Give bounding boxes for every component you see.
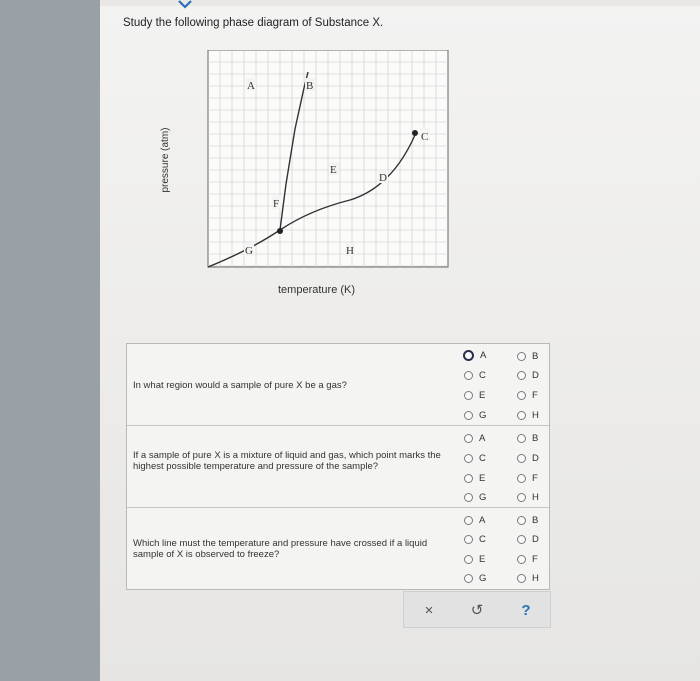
option-e[interactable] bbox=[464, 473, 485, 484]
label-g: G bbox=[245, 245, 253, 257]
question-text: In what region would a sample of pure X be a gas? bbox=[133, 380, 347, 391]
option-label: A bbox=[479, 433, 486, 444]
radio-button[interactable] bbox=[517, 555, 526, 564]
option-label: F bbox=[532, 554, 538, 565]
option-d[interactable] bbox=[517, 370, 539, 381]
option-a[interactable] bbox=[464, 433, 485, 444]
option-label: E bbox=[479, 390, 486, 401]
label-d: D bbox=[379, 172, 387, 184]
radio-button[interactable] bbox=[464, 371, 473, 380]
label-h: H bbox=[346, 245, 354, 257]
option-label: G bbox=[479, 573, 487, 584]
y-axis-label: pressure (atm) bbox=[160, 127, 171, 193]
option-g[interactable] bbox=[464, 573, 486, 584]
option-label: F bbox=[532, 390, 538, 401]
option-c[interactable] bbox=[464, 453, 486, 464]
option-h[interactable] bbox=[517, 492, 539, 503]
question-heading: Study the following phase diagram of Substance X. bbox=[123, 17, 384, 29]
option-label: D bbox=[532, 453, 539, 464]
radio-button[interactable] bbox=[464, 555, 473, 564]
radio-button[interactable] bbox=[464, 434, 473, 443]
option-label: B bbox=[532, 351, 539, 362]
label-a: A bbox=[247, 80, 255, 92]
option-label: H bbox=[532, 492, 539, 503]
option-label: C bbox=[479, 370, 486, 381]
option-label: E bbox=[479, 554, 486, 565]
radio-button[interactable] bbox=[517, 493, 526, 502]
radio-button[interactable] bbox=[517, 434, 526, 443]
radio-button[interactable] bbox=[464, 493, 473, 502]
radio-button[interactable] bbox=[517, 391, 526, 400]
question-text: If a sample of pure X is a mixture of liquid and gas, which point marks the highest possible temperature and pressure of the sample? bbox=[133, 450, 441, 472]
option-label: A bbox=[479, 515, 486, 526]
radio-button[interactable] bbox=[464, 535, 473, 544]
radio-button[interactable] bbox=[517, 352, 526, 361]
chevron-down-icon[interactable] bbox=[174, 0, 196, 12]
label-b: B bbox=[306, 80, 314, 92]
radio-button[interactable] bbox=[517, 516, 526, 525]
label-c: C bbox=[421, 131, 429, 143]
option-label: A bbox=[480, 350, 487, 361]
option-f[interactable] bbox=[517, 390, 538, 401]
option-label: C bbox=[479, 534, 486, 545]
x-axis-label: temperature (K) bbox=[278, 284, 356, 296]
diagram-grid bbox=[208, 50, 448, 267]
radio-button[interactable] bbox=[464, 574, 473, 583]
option-c[interactable] bbox=[464, 370, 486, 381]
option-label: B bbox=[532, 433, 539, 444]
option-e[interactable] bbox=[464, 390, 485, 401]
close-icon[interactable]: × bbox=[424, 601, 434, 619]
option-label: E bbox=[479, 473, 486, 484]
option-a[interactable] bbox=[464, 515, 485, 526]
option-label: C bbox=[479, 453, 486, 464]
label-e: E bbox=[330, 164, 337, 176]
option-g[interactable] bbox=[464, 410, 486, 421]
questions-table bbox=[126, 343, 550, 590]
option-label: D bbox=[532, 370, 539, 381]
option-label: B bbox=[532, 515, 539, 526]
option-label: F bbox=[532, 473, 538, 484]
option-b[interactable] bbox=[517, 433, 538, 444]
help-icon[interactable]: ? bbox=[521, 601, 531, 619]
radio-button[interactable] bbox=[464, 454, 473, 463]
radio-button[interactable] bbox=[517, 535, 526, 544]
critical-point bbox=[412, 130, 418, 136]
option-f[interactable] bbox=[517, 554, 538, 565]
question-row bbox=[127, 508, 549, 589]
option-label: D bbox=[532, 534, 539, 545]
option-d[interactable] bbox=[517, 453, 539, 464]
option-label: H bbox=[532, 410, 539, 421]
option-g[interactable] bbox=[464, 492, 486, 503]
question-text: Which line must the temperature and pressure have crossed if a liquid sample of X is observed to freeze? bbox=[133, 538, 428, 560]
radio-button[interactable] bbox=[517, 411, 526, 420]
phase-diagram bbox=[160, 50, 460, 310]
question-row bbox=[127, 344, 549, 426]
question-row bbox=[127, 426, 549, 508]
answer-toolbar bbox=[403, 591, 551, 628]
option-label: H bbox=[532, 573, 539, 584]
radio-button[interactable] bbox=[517, 454, 526, 463]
option-f[interactable] bbox=[517, 473, 538, 484]
option-e[interactable] bbox=[464, 554, 485, 565]
radio-button[interactable] bbox=[464, 474, 473, 483]
option-c[interactable] bbox=[464, 534, 486, 545]
option-b[interactable] bbox=[517, 351, 538, 362]
option-label: G bbox=[479, 492, 487, 503]
radio-button[interactable] bbox=[464, 411, 473, 420]
option-h[interactable] bbox=[517, 573, 539, 584]
radio-button[interactable] bbox=[463, 350, 474, 361]
undo-icon[interactable]: ↺ bbox=[470, 602, 484, 619]
triple-point bbox=[277, 228, 283, 234]
option-label: G bbox=[479, 410, 487, 421]
radio-button[interactable] bbox=[464, 516, 473, 525]
radio-button[interactable] bbox=[464, 391, 473, 400]
radio-button[interactable] bbox=[517, 474, 526, 483]
label-f: F bbox=[273, 198, 280, 210]
radio-button[interactable] bbox=[517, 371, 526, 380]
option-h[interactable] bbox=[517, 410, 539, 421]
radio-button[interactable] bbox=[517, 574, 526, 583]
option-d[interactable] bbox=[517, 534, 539, 545]
option-a[interactable] bbox=[463, 350, 486, 361]
option-b[interactable] bbox=[517, 515, 538, 526]
